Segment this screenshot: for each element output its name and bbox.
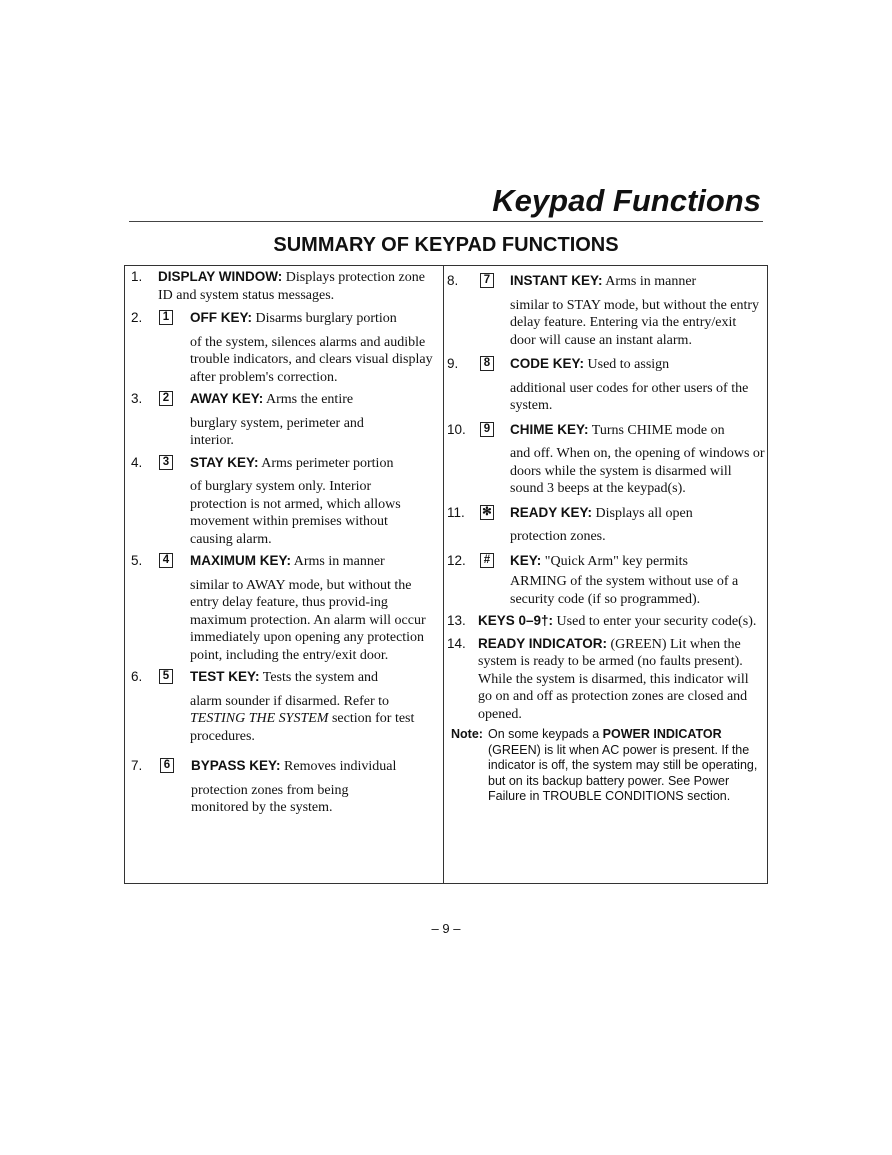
item-head-text: Arms in manner	[291, 554, 385, 569]
item-head-text: Used to assign	[584, 357, 670, 372]
header-rule	[129, 221, 763, 222]
item-number: 4.	[131, 454, 143, 470]
item-label: READY KEY:	[510, 504, 593, 520]
note-bold-text: POWER INDICATOR	[602, 727, 722, 741]
item-label: OFF KEY:	[190, 310, 252, 325]
item-label: CODE KEY:	[510, 356, 585, 371]
item-head-text: Disarms burglary portion	[252, 311, 397, 326]
item-label: INSTANT KEY:	[510, 273, 603, 288]
note-text: (GREEN) is lit when AC power is present. If the indicator is off, the system may still be operating, but on its backup battery power. See Power Failure in TROUBLE CONDITIONS section.	[488, 742, 758, 803]
item-body-text: similar to AWAY mode, but without the entry delay feature, thus provid-ing maximum protection. An alarm will occur immediately upon opening any protection point, including the entry/exit door.	[190, 577, 426, 663]
list-item	[447, 272, 768, 349]
item-number: 5.	[131, 553, 143, 568]
list-item	[447, 355, 768, 415]
item-label: STAY KEY:	[190, 454, 259, 470]
key-7-icon: 7	[480, 273, 494, 288]
note-body	[488, 727, 764, 805]
list-item	[131, 454, 436, 549]
section-title: SUMMARY OF KEYPAD FUNCTIONS	[273, 234, 619, 256]
item-body-text: of burglary system only. Interior protection is not armed, which allows movement within premises without causing alarm.	[190, 479, 401, 547]
item-label: DISPLAY WINDOW:	[158, 269, 283, 284]
key-9-icon: 9	[480, 422, 494, 437]
item-body-text: protection zones.	[510, 529, 606, 544]
item-label: AWAY KEY:	[190, 391, 264, 406]
item-label: BYPASS KEY:	[191, 758, 281, 773]
item-body-text: protection zones from being monitored by the system.	[191, 782, 349, 815]
item-number: 12.	[447, 552, 466, 568]
item-body-text: zone ID and system status messages.	[158, 270, 425, 303]
item-number: 3.	[131, 391, 143, 406]
item-body-text: and off. When on, the opening of windows or doors while the system is disarmed will sound 3 beeps at the keypad(s).	[510, 446, 765, 496]
item-label: READY INDICATOR:	[478, 635, 608, 651]
item-label: KEYS 0–9†:	[478, 613, 554, 628]
item-number: 9.	[447, 356, 459, 371]
list-item	[447, 635, 768, 724]
list-item	[131, 390, 436, 450]
item-number: 6.	[131, 669, 143, 684]
list-item	[131, 552, 436, 664]
item-label: TEST KEY:	[190, 669, 260, 684]
note-label: Note:	[451, 727, 483, 741]
item-label: CHIME KEY:	[510, 421, 589, 437]
item-number: 14.	[447, 635, 466, 651]
item-label: KEY:	[510, 552, 542, 568]
list-item	[447, 612, 768, 631]
item-head-text: Arms in manner	[602, 274, 697, 289]
key-5-icon: 5	[159, 669, 173, 684]
list-item	[131, 757, 436, 817]
item-head-text: Arms perimeter portion	[258, 455, 394, 471]
item-body-text: of the system, silences alarms and audible trouble indicators, and clears visual display after problem's correction.	[190, 334, 433, 385]
item-body-text: ARMING of the system without use of a security code (if so programmed).	[510, 574, 739, 607]
item-body-text: similar to STAY mode, but without the entry delay feature. Entering via the entry/exit door will cause an instant alarm.	[510, 297, 760, 348]
item-body-text: additional user codes for other users of the system.	[510, 380, 749, 413]
key-6-icon: 6	[160, 758, 174, 773]
page-header-title: Keypad Functions	[492, 183, 761, 218]
key-8-icon: 8	[480, 356, 494, 371]
item-head-text: (GREEN) Lit when the system is ready to be armed (no faults present). While the system is disarmed, this indicator will go on and off as protection zones are closed and opened.	[478, 636, 749, 722]
item-number: 7.	[131, 758, 143, 773]
item-head-text: Turns CHIME mode on	[588, 422, 725, 438]
page-number: – 9 –	[431, 921, 461, 936]
left-column	[131, 268, 436, 817]
note	[447, 727, 768, 805]
list-item	[131, 309, 436, 386]
item-number: 1.	[131, 269, 143, 284]
item-number: 2.	[131, 310, 143, 325]
item-head-text: Displays all open	[592, 505, 693, 521]
list-item	[447, 421, 768, 498]
item-body-text-part: alarm sounder if disarmed. Refer to	[190, 693, 390, 709]
item-head-text: Displays protection	[282, 270, 396, 285]
right-column	[447, 272, 768, 805]
item-number: 11.	[447, 504, 465, 520]
item-body-italic: TESTING THE SYSTEM	[190, 711, 329, 726]
key-1-icon: 1	[159, 310, 173, 325]
item-head-text: Arms the entire	[263, 392, 354, 407]
item-head-text: Used to enter your security code(s).	[553, 614, 757, 629]
item-body-text: burglary system, perimeter and interior.	[190, 415, 364, 448]
item-head-text: Removes individual	[280, 759, 397, 774]
list-item	[447, 552, 768, 609]
item-head-text: "Quick Arm" key permits	[541, 553, 689, 569]
key-4-icon: 4	[159, 553, 173, 568]
key-3-icon: 3	[159, 455, 173, 470]
key-2-icon: 2	[159, 391, 173, 406]
item-number: 8.	[447, 273, 459, 288]
list-item	[131, 268, 436, 304]
item-number: 13.	[447, 613, 466, 628]
item-label: MAXIMUM KEY:	[190, 553, 291, 568]
item-body-text	[190, 693, 430, 746]
item-head-text: Tests the system and	[259, 670, 379, 685]
item-body-text-part: section for test procedures.	[190, 711, 415, 744]
item-number: 10.	[447, 421, 466, 437]
note-text: On some keypads a	[488, 727, 603, 741]
list-item	[131, 668, 436, 745]
list-item	[447, 504, 768, 546]
column-divider	[443, 265, 444, 884]
pound-key-icon: #	[480, 553, 494, 568]
asterisk-key-icon: ✻	[480, 505, 494, 520]
